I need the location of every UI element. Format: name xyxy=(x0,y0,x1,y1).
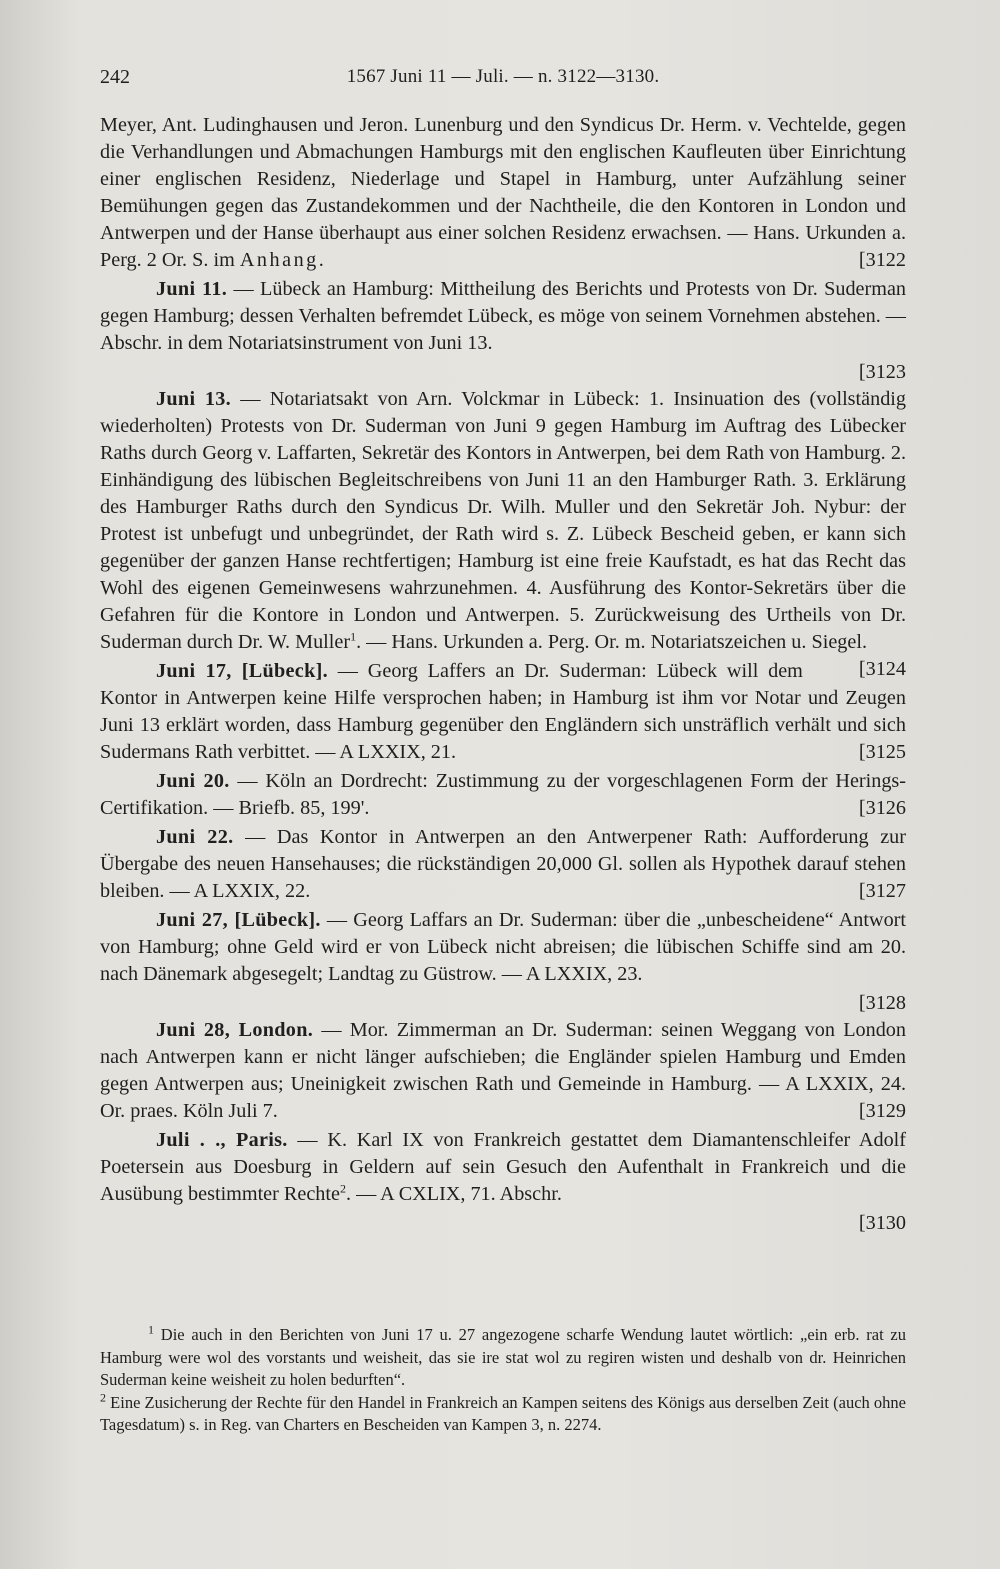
entry-date: Juli . ., Paris. xyxy=(156,1129,288,1151)
entry-text: — Das Kontor in Antwerpen an den Antwerpener Rath: Aufforderung zur Übergabe des neuen Hansehauses; die rückständigen 20,000 Gl. sollen als Hypothek darauf stehen bleiben. — A LXXIX, 22. xyxy=(100,826,906,902)
entry-date: Juni 17, [Lübeck]. xyxy=(156,660,328,682)
footnote-ref: 1 xyxy=(350,629,357,644)
entry-number: [3122 xyxy=(858,249,906,271)
entry-number-line xyxy=(100,359,906,386)
regest-entry-3123 xyxy=(100,276,906,357)
entry-text: — Köln an Dordrecht: Zustimmung zu der vorgeschlagenen Form der Herings-Certifikation. — Briefb. 85, 199'. xyxy=(100,770,907,819)
footnotes xyxy=(100,1324,906,1437)
entry-number: [3128 xyxy=(858,992,906,1014)
running-title: 1567 Juni 11 — Juli. — n. 3122—3130. xyxy=(346,66,660,87)
footnote-1 xyxy=(100,1324,906,1392)
regest-entry-3126 xyxy=(100,768,906,822)
entry-date: Juni 27, [Lübeck]. xyxy=(156,909,321,931)
footnote-mark: 1 xyxy=(148,1322,154,1337)
entry-date: Juni 28, London. xyxy=(156,1019,314,1041)
entry-appendix-ref: Anhang. xyxy=(239,249,327,271)
footnote-text: Die auch in den Berichten von Juni 17 u. 27 angezogene scharfe Wendung lautet wörtlich: „ein erb. rat zu Hamburg were wol des vorstants und weisheit, das sie ire stat wol zu regiren wisten und deshalb von dr. Heinrichen Suderman keine weisheit zu holen bedurften“. xyxy=(100,1325,907,1389)
regest-entry-3128 xyxy=(100,907,906,988)
entry-number: [3130 xyxy=(858,1212,906,1234)
entry-number: [3127 xyxy=(858,880,906,902)
page-header xyxy=(100,66,906,94)
entry-number-line xyxy=(100,1210,906,1237)
footnote-ref: 2 xyxy=(339,1181,346,1196)
entry-text: — Georg Laffars an Dr. Suderman: über die „unbescheidene“ Antwort von Hamburg; ohne Geld wird er von Lübeck nicht abreisen; die lübischen Schiffe sind am 20. nach Dänemark abgesegelt; Landtag zu Güstrow. — A LXXIX, 23. xyxy=(100,909,906,985)
footnote-2 xyxy=(100,1392,906,1437)
regest-entry-3125 xyxy=(100,658,906,766)
entry-number: [3123 xyxy=(858,361,906,383)
entry-text: — Georg Laffers an Dr. Suderman: Lübeck will dem Kontor in Antwerpen keine Hilfe versprochen haben; in Hamburg ist ihm vor Notar und Zeugen Juni 13 erklärt worden, dass Hamburg gegenüber den Engländern sich unsträflich verhält und sich Sudermans Rath verbittet. — A LXXIX, 21. xyxy=(100,660,906,763)
page-number: 242 xyxy=(100,66,130,88)
entry-text: — Mor. Zimmerman an Dr. Suderman: seinen Weggang von London nach Antwerpen kann er nicht länger aufschieben; die Engländer spielen Hamburg und Emden gegen Antwerpen aus; Uneinigkeit zwischen Rath und Gemeinde in Hamburg. — A LXXIX, 24. Or. praes. Köln Juli 7. xyxy=(100,1019,906,1122)
entry-text: — Notariatsakt von Arn. Volckmar in Lübeck: 1. Insinuation des (vollständig wiederholten) Protests von Dr. Suderman von Juni 9 gegen Hamburg im Auftrag des Lübecker Raths durch Georg v. Laffarten, Sekretär des Kontors in Antwerpen, bei dem Rath von Hamburg. 2. Einhändigung des lübischen Begleitschreibens von Juni 11 an den Hamburger Rath. 3. Erklärung des Hamburger Raths durch den Syndicus Dr. Wilh. Muller und den Sekretär Joh. Nybur: der Protest ist unbefugt und unbegründet, der Rath wird s. Z. Lübeck Bescheid geben, er kann sich gegenüber der ganzen Hanse rechtfertigen; Hamburg ist eine freie Kaufstadt, es hat das Recht das Wohl des eigenen Gemeinwesens wahrzunehmen. 4. Ausführung des Kontor-Sekretärs über die Gefahren für die Kontore in London und Antwerpen. 5. Zurückweisung des Urtheils von Dr. Suderman durch Dr. W. Muller xyxy=(100,388,906,653)
regest-entry-3129 xyxy=(100,1017,906,1125)
entry-text-cont: . — Hans. Urkunden a. Perg. Or. m. Notariatszeichen u. Siegel. xyxy=(356,631,868,653)
footnote-mark: 2 xyxy=(100,1390,106,1404)
entry-text: — K. Karl IX von Frankreich gestattet dem Diamantenschleifer Adolf Poetersein aus Doesburg in Geldern auf sein Gesuch den Aufenthalt in Frankreich und die Ausübung bestimmter Rechte xyxy=(100,1129,906,1205)
document-body xyxy=(100,112,906,1237)
entry-date: Juni 20. xyxy=(156,770,230,792)
entry-date: Juni 11. xyxy=(156,278,228,300)
footnote-text: Eine Zusicherung der Rechte für den Handel in Frankreich an Kampen seitens des Königs aus derselben Zeit (auch ohne Tagesdatum) s. in Reg. van Charters en Bescheiden van Kampen 3, n. 2274. xyxy=(100,1392,907,1434)
entry-number: [3126 xyxy=(858,797,906,819)
entry-number-line xyxy=(100,990,906,1017)
entry-text: Meyer, Ant. Ludinghausen und Jeron. Lunenburg und den Syndicus Dr. Herm. v. Vechtelde, gegen die Verhandlungen und Abmachungen Hamburgs mit den englischen Kaufleuten über Einrichtung einer englischen Residenz, Niederlage und Stapel in Hamburg, unter Aufzählung seiner Bemühungen gegen das Zustandekommen und der Nachtheile, die den Kontoren in London und Antwerpen und der Hanse überhaupt aus einer solchen Residenz erwachsen. — Hans. Urkunden a. Perg. 2 Or. S. im xyxy=(100,114,906,271)
regest-entry-3122 xyxy=(100,112,906,274)
entry-date: Juni 22. xyxy=(156,826,234,848)
entry-text-cont: . — A CXLIX, 71. Abschr. xyxy=(345,1183,562,1205)
entry-number: [3125 xyxy=(858,741,906,763)
regest-entry-3130 xyxy=(100,1127,906,1208)
entry-text: — Lübeck an Hamburg: Mittheilung des Berichts und Protests von Dr. Suderman gegen Hamburg; dessen Verhalten befremdet Lübeck, es möge von seinem Vornehmen abstehen. — Abschr. in dem Notariatsinstrument von Juni 13. xyxy=(100,278,906,354)
regest-entry-3127 xyxy=(100,824,906,905)
entry-number: [3124 xyxy=(858,658,906,680)
entry-date: Juni 13. xyxy=(156,388,232,410)
entry-number: [3129 xyxy=(858,1100,906,1122)
